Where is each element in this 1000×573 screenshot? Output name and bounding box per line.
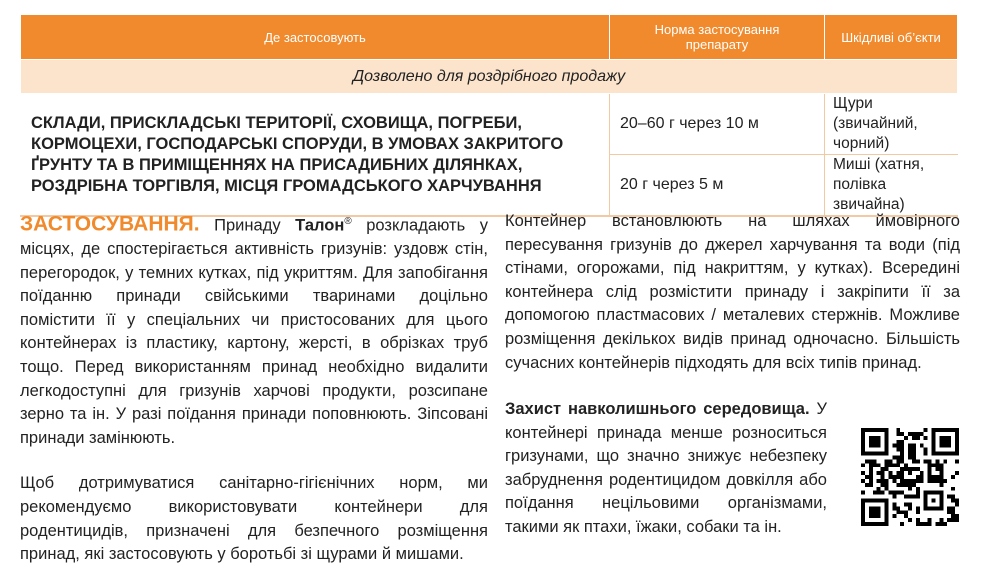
- header-pests: Шкідливі об’єкти: [825, 15, 958, 60]
- container-section: [505, 210, 960, 375]
- norm-mice: 20 г через 5 м: [610, 155, 825, 217]
- environment-heading: Захист навколишнього середовища.: [505, 400, 810, 418]
- environment-text: У контейнері принада менше розноситься гризунами, що значно знижує небезпеку забруднення родентицидом довкілля або поїдання нецільовими організмами, такими як птахи, їжаки, собаки та ін.: [505, 400, 827, 536]
- brand-name: Талон: [295, 216, 345, 235]
- pest-mice: Миші (хатня, полівка звичайна): [825, 155, 958, 217]
- sanitary-paragraph: Щоб дотримуватися санітарно-гігієнічних норм, ми рекомендуємо використовувати контейнери для родентицидів, призначені для безпечного розміщення принад, які застосовують у боротьбі зі щурами й мишами.: [20, 474, 488, 564]
- usage-paragraph: ЗАСТОСУВАННЯ. Принаду Талон® розкладають у місцях, де спостерігається активність гризунів: уздовж стін, перегородок, у темних кутках, під укриттям. Для запобігання поїданню принади свійськими тваринами доцільно помістити її у спеціальних чи пристосованих для цього контейнерах із пластику, картону, жерсті, в обрізках труб тощо. Перед використанням принад необхідно видалити легкодоступні для гризунів харчові продукти, розсипане зерно та ін. У разі поїдання принади поповнюють. Зіпсовані принади замінюють.: [20, 212, 488, 447]
- application-table: [20, 14, 958, 217]
- container-paragraph: Контейнер встановлюють на шляхах ймовірного пересування гризунів до джерел харчування та води (під стінами, огорожами, під накриттям, у кутках). Всередині контейнера слід розмістити принаду і закріпити її за допомогою пластмасових / металевих стержнів. Можливе розміщення декількох видів принад одночасно. Більшість сучасних контейнерів підходять для всіх типів принад.: [505, 212, 960, 372]
- header-norm: Норма застосування препарату: [610, 15, 825, 60]
- application-places: СКЛАДИ, ПРИСКЛАДСЬКІ ТЕРИТОРІЇ, СХОВИЩА, ПОГРЕБИ, КОРМОЦЕХИ, ГОСПОДАРСЬКІ СПОРУДИ, В УМОВАХ ЗАКРИТОГО ҐРУНТУ ТА В ПРИМІЩЕННЯХ НА ПРИСАДИБНИХ ДІЛЯНКАХ, РОЗДРІБНА ТОРГІВЛЯ, МІСЦЯ ГРОМАДСЬКОГО ХАРЧУВАННЯ: [21, 94, 610, 217]
- norm-rats: 20–60 г через 10 м: [610, 94, 825, 155]
- environment-section: [505, 398, 827, 540]
- pest-rats: Щури (звичайний, чорний): [825, 94, 958, 155]
- header-where: Де застосовують: [21, 15, 610, 60]
- usage-section: [20, 210, 488, 567]
- retail-allowed-note: Дозволено для роздрібного продажу: [21, 60, 958, 94]
- usage-heading: ЗАСТОСУВАННЯ.: [20, 212, 200, 236]
- qr-code-icon: [861, 428, 959, 526]
